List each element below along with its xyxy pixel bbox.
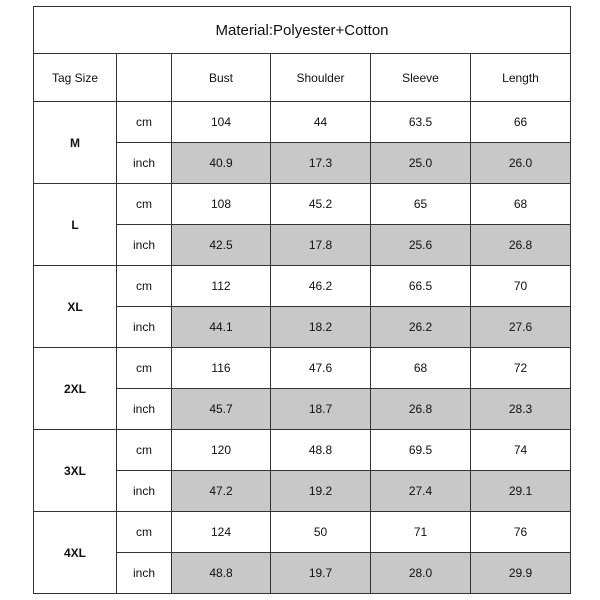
sleeve-cm-value: 63.5: [371, 102, 471, 143]
size-cell: 3XL: [34, 430, 117, 512]
header-unit: [117, 54, 172, 102]
shoulder-cm-value: 45.2: [271, 184, 371, 225]
bust-inch-value: 44.1: [172, 307, 271, 348]
unit-label-cm: cm: [117, 512, 172, 553]
bust-cm-value: 116: [172, 348, 271, 389]
size-chart-table: [33, 6, 571, 594]
sleeve-inch-value: 26.2: [371, 307, 471, 348]
sleeve-inch-value: 27.4: [371, 471, 471, 512]
shoulder-inch-value: 19.2: [271, 471, 371, 512]
shoulder-cm-value: 48.8: [271, 430, 371, 471]
sleeve-cm-value: 71: [371, 512, 471, 553]
sleeve-inch-value: 25.0: [371, 143, 471, 184]
unit-label-cm: cm: [117, 184, 172, 225]
unit-label-inch: inch: [117, 553, 172, 594]
length-cm-value: 76: [471, 512, 571, 553]
bust-inch-value: 47.2: [172, 471, 271, 512]
sleeve-cm-value: 68: [371, 348, 471, 389]
table-row: [34, 430, 571, 471]
table-row: [34, 184, 571, 225]
header-shoulder: Shoulder: [271, 54, 371, 102]
size-cell: M: [34, 102, 117, 184]
shoulder-inch-value: 17.8: [271, 225, 371, 266]
size-cell: XL: [34, 266, 117, 348]
length-cm-value: 70: [471, 266, 571, 307]
length-cm-value: 66: [471, 102, 571, 143]
bust-inch-value: 40.9: [172, 143, 271, 184]
unit-label-cm: cm: [117, 102, 172, 143]
size-cell: L: [34, 184, 117, 266]
shoulder-cm-value: 50: [271, 512, 371, 553]
header-tag-size: Tag Size: [34, 54, 117, 102]
length-inch-value: 27.6: [471, 307, 571, 348]
unit-label-inch: inch: [117, 143, 172, 184]
unit-label-cm: cm: [117, 266, 172, 307]
length-cm-value: 68: [471, 184, 571, 225]
bust-inch-value: 42.5: [172, 225, 271, 266]
sleeve-cm-value: 69.5: [371, 430, 471, 471]
unit-label-inch: inch: [117, 471, 172, 512]
bust-cm-value: 108: [172, 184, 271, 225]
length-inch-value: 28.3: [471, 389, 571, 430]
table-row: [34, 266, 571, 307]
bust-inch-value: 48.8: [172, 553, 271, 594]
size-cell: 4XL: [34, 512, 117, 594]
bust-cm-value: 104: [172, 102, 271, 143]
unit-label-inch: inch: [117, 389, 172, 430]
table-row: [34, 348, 571, 389]
header-sleeve: Sleeve: [371, 54, 471, 102]
unit-label-inch: inch: [117, 307, 172, 348]
sleeve-inch-value: 25.6: [371, 225, 471, 266]
unit-label-cm: cm: [117, 430, 172, 471]
bust-cm-value: 120: [172, 430, 271, 471]
unit-label-inch: inch: [117, 225, 172, 266]
bust-inch-value: 45.7: [172, 389, 271, 430]
length-cm-value: 72: [471, 348, 571, 389]
bust-cm-value: 112: [172, 266, 271, 307]
bust-cm-value: 124: [172, 512, 271, 553]
sleeve-inch-value: 26.8: [371, 389, 471, 430]
header-length: Length: [471, 54, 571, 102]
length-inch-value: 29.1: [471, 471, 571, 512]
header-bust: Bust: [172, 54, 271, 102]
shoulder-inch-value: 18.2: [271, 307, 371, 348]
length-cm-value: 74: [471, 430, 571, 471]
shoulder-inch-value: 18.7: [271, 389, 371, 430]
shoulder-cm-value: 47.6: [271, 348, 371, 389]
length-inch-value: 26.8: [471, 225, 571, 266]
shoulder-inch-value: 19.7: [271, 553, 371, 594]
shoulder-inch-value: 17.3: [271, 143, 371, 184]
sleeve-cm-value: 66.5: [371, 266, 471, 307]
table-row: [34, 102, 571, 143]
sleeve-inch-value: 28.0: [371, 553, 471, 594]
shoulder-cm-value: 44: [271, 102, 371, 143]
table-title: Material:Polyester+Cotton: [34, 7, 571, 54]
unit-label-cm: cm: [117, 348, 172, 389]
length-inch-value: 26.0: [471, 143, 571, 184]
sleeve-cm-value: 65: [371, 184, 471, 225]
length-inch-value: 29.9: [471, 553, 571, 594]
table-row: [34, 512, 571, 553]
shoulder-cm-value: 46.2: [271, 266, 371, 307]
size-cell: 2XL: [34, 348, 117, 430]
